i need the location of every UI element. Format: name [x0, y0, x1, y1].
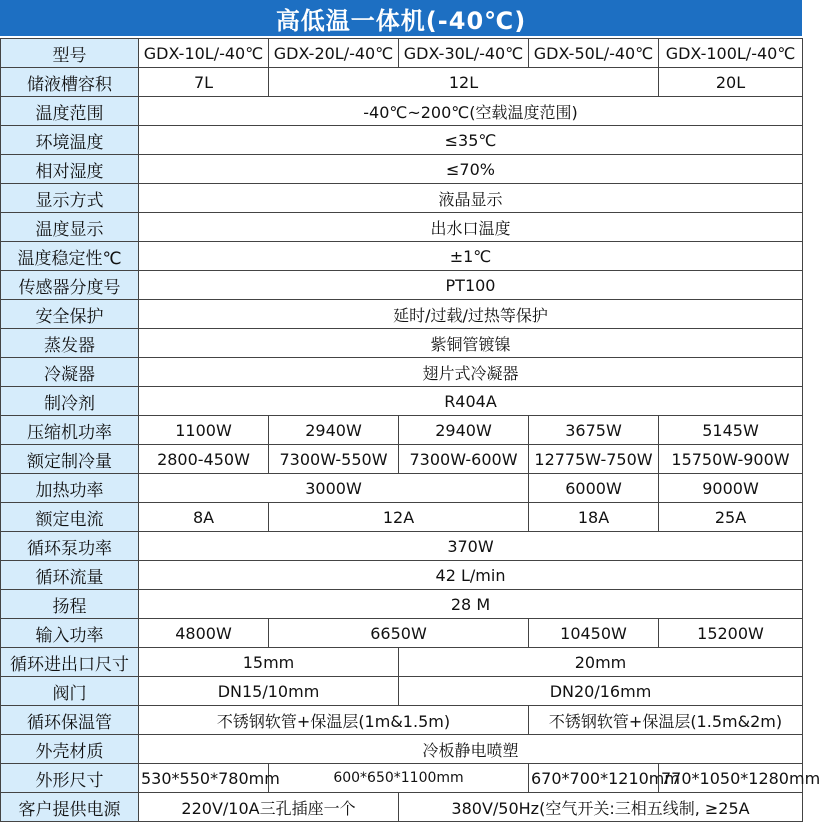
table-row [1, 648, 803, 677]
table-row [1, 503, 803, 532]
input-power-cell: 10450W [529, 619, 659, 648]
compressor-cell: 2940W [269, 416, 399, 445]
heating-cell: 9000W [659, 474, 803, 503]
table-title: 高低温一体机(-40℃) [0, 0, 802, 36]
heating-cell: 3000W [139, 474, 529, 503]
current-cell: 18A [529, 503, 659, 532]
cooling-cell: 7300W-600W [399, 445, 529, 474]
valve-cell: DN20/16mm [399, 677, 803, 706]
port-size-cell: 15mm [139, 648, 399, 677]
table-row [1, 532, 803, 561]
compressor-cell: 2940W [399, 416, 529, 445]
input-power-cell: 15200W [659, 619, 803, 648]
power-supply-cell: 380V/50Hz(空气开关:三相五线制, ≥25A [399, 793, 803, 822]
table-row [1, 590, 803, 619]
ambient-value: ≤35℃ [139, 126, 803, 155]
cooling-cell: 15750W-900W [659, 445, 803, 474]
table-row [1, 97, 803, 126]
table-row [1, 329, 803, 358]
input-power-cell: 6650W [269, 619, 529, 648]
table-row [1, 213, 803, 242]
dimensions-cell: 600*650*1100mm [269, 764, 529, 793]
table-row [1, 242, 803, 271]
row-label-valve: 阀门 [1, 677, 139, 706]
table-row [1, 387, 803, 416]
row-label-humidity: 相对湿度 [1, 155, 139, 184]
table-row [1, 445, 803, 474]
row-label-condenser: 冷凝器 [1, 358, 139, 387]
row-label-shell: 外壳材质 [1, 735, 139, 764]
tank-cell: 12L [269, 68, 659, 97]
current-cell: 8A [139, 503, 269, 532]
model-cell: GDX-20L/-40℃ [269, 39, 399, 68]
row-label-dimensions: 外形尺寸 [1, 764, 139, 793]
table-row [1, 677, 803, 706]
table-row [1, 793, 803, 822]
temp-display-value: 出水口温度 [139, 213, 803, 242]
row-label-power-supply: 客户提供电源 [1, 793, 139, 822]
model-cell: GDX-50L/-40℃ [529, 39, 659, 68]
table-row [1, 39, 803, 68]
model-cell: GDX-10L/-40℃ [139, 39, 269, 68]
table-row [1, 561, 803, 590]
row-label-flow: 循环流量 [1, 561, 139, 590]
compressor-cell: 5145W [659, 416, 803, 445]
compressor-cell: 3675W [529, 416, 659, 445]
refrigerant-value: R404A [139, 387, 803, 416]
table-row [1, 619, 803, 648]
tank-cell: 7L [139, 68, 269, 97]
row-label-head: 扬程 [1, 590, 139, 619]
cooling-cell: 2800-450W [139, 445, 269, 474]
table-row [1, 358, 803, 387]
dimensions-cell: 770*1050*1280mm [659, 764, 803, 793]
table-row [1, 126, 803, 155]
table-row [1, 68, 803, 97]
cooling-cell: 12775W-750W [529, 445, 659, 474]
model-cell: GDX-30L/-40℃ [399, 39, 529, 68]
row-label-heating: 加热功率 [1, 474, 139, 503]
row-label-sensor: 传感器分度号 [1, 271, 139, 300]
flow-value: 42 L/min [139, 561, 803, 590]
tank-cell: 20L [659, 68, 803, 97]
stability-value: ±1℃ [139, 242, 803, 271]
row-label-pump-power: 循环泵功率 [1, 532, 139, 561]
model-cell: GDX-100L/-40℃ [659, 39, 803, 68]
head-value: 28 M [139, 590, 803, 619]
heating-cell: 6000W [529, 474, 659, 503]
row-label-hose: 循环保温管 [1, 706, 139, 735]
spec-table [0, 38, 820, 822]
row-label-tank: 储液槽容积 [1, 68, 139, 97]
hose-cell: 不锈钢软管+保温层(1.5m&2m) [529, 706, 803, 735]
row-label-input-power: 输入功率 [1, 619, 139, 648]
temp-range-value: -40℃~200℃(空载温度范围) [139, 97, 803, 126]
current-cell: 12A [269, 503, 529, 532]
row-label-model: 型号 [1, 39, 139, 68]
table-row [1, 474, 803, 503]
table-row [1, 184, 803, 213]
condenser-value: 翅片式冷凝器 [139, 358, 803, 387]
row-label-ambient: 环境温度 [1, 126, 139, 155]
row-label-evaporator: 蒸发器 [1, 329, 139, 358]
table-row [1, 764, 803, 793]
port-size-cell: 20mm [399, 648, 803, 677]
table-row [1, 271, 803, 300]
safety-value: 延时/过载/过热等保护 [139, 300, 803, 329]
row-label-compressor: 压缩机功率 [1, 416, 139, 445]
compressor-cell: 1100W [139, 416, 269, 445]
cooling-cell: 7300W-550W [269, 445, 399, 474]
pump-power-value: 370W [139, 532, 803, 561]
row-label-stability: 温度稳定性℃ [1, 242, 139, 271]
hose-cell: 不锈钢软管+保温层(1m&1.5m) [139, 706, 529, 735]
row-label-current: 额定电流 [1, 503, 139, 532]
table-row [1, 416, 803, 445]
evaporator-value: 紫铜管镀镍 [139, 329, 803, 358]
table-row [1, 706, 803, 735]
row-label-display-mode: 显示方式 [1, 184, 139, 213]
table-row [1, 155, 803, 184]
row-label-safety: 安全保护 [1, 300, 139, 329]
power-supply-cell: 220V/10A三孔插座一个 [139, 793, 399, 822]
table-row [1, 735, 803, 764]
table-row [1, 300, 803, 329]
humidity-value: ≤70% [139, 155, 803, 184]
current-cell: 25A [659, 503, 803, 532]
display-mode-value: 液晶显示 [139, 184, 803, 213]
row-label-port-size: 循环进出口尺寸 [1, 648, 139, 677]
input-power-cell: 4800W [139, 619, 269, 648]
dimensions-cell: 670*700*1210mm [529, 764, 659, 793]
dimensions-cell: 530*550*780mm [139, 764, 269, 793]
valve-cell: DN15/10mm [139, 677, 399, 706]
shell-value: 冷板静电喷塑 [139, 735, 803, 764]
sensor-value: PT100 [139, 271, 803, 300]
row-label-temp-range: 温度范围 [1, 97, 139, 126]
row-label-cooling: 额定制冷量 [1, 445, 139, 474]
row-label-temp-display: 温度显示 [1, 213, 139, 242]
row-label-refrigerant: 制冷剂 [1, 387, 139, 416]
